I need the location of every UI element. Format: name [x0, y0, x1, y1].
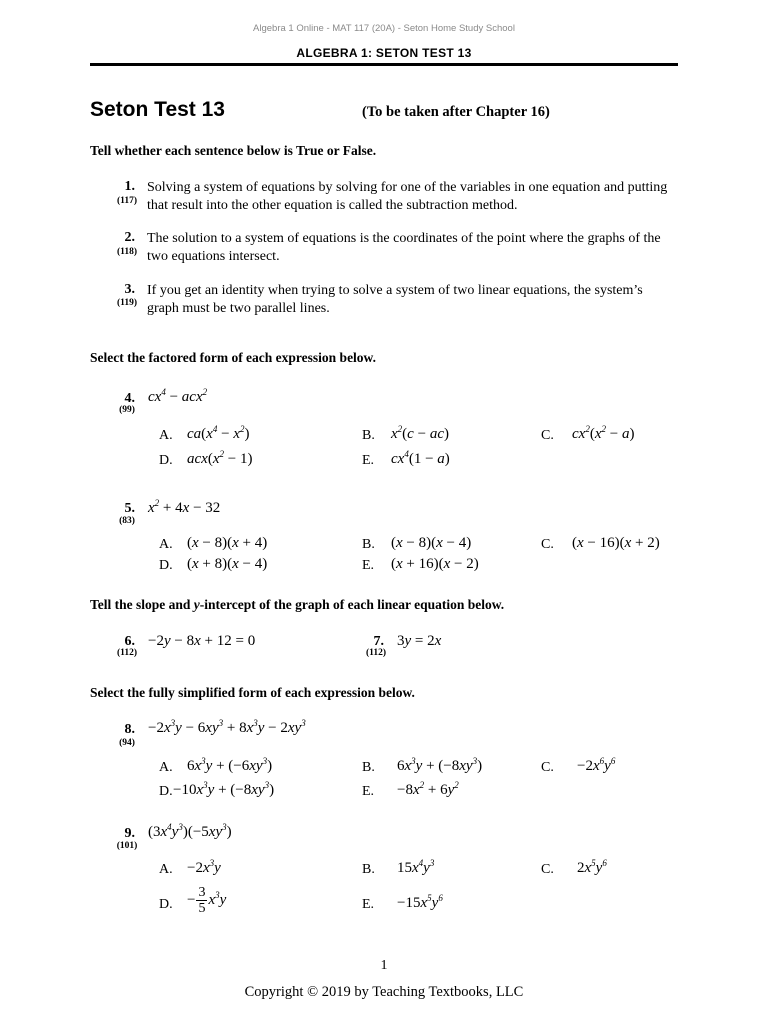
- option-label-5e: E.: [362, 558, 375, 573]
- option-label-5a: A.: [159, 537, 173, 552]
- question-expression-9: $(3x^4y^3)(-5xy^3)$: [148, 822, 232, 840]
- option-label-9c: C.: [541, 862, 554, 877]
- option-9c: $2x^5y^6$: [577, 858, 607, 876]
- option-label-4b: B.: [362, 428, 375, 443]
- option-9a: $-2x^3y$: [187, 858, 221, 876]
- instruction-factored: Select the factored form of each expression below.: [90, 350, 376, 365]
- option-label-9b: B.: [362, 862, 375, 877]
- question-expression-7: 3y = 2x: [397, 633, 442, 649]
- question-expression-8: $-2x^3y - 6xy^3 + 8x^3y - 2xy^3$: [148, 718, 306, 736]
- question-number-6: 6.: [124, 634, 135, 649]
- question-text-3: If you get an identity when trying to solve a system of two linear equations, the system’s graph must be two parallel lines.: [147, 283, 643, 316]
- option-5d: (x + 8)(x − 4): [187, 556, 268, 572]
- instruction-simplified: Select the fully simplified form of each expression below.: [90, 685, 415, 700]
- question-ref-4: (99): [119, 405, 135, 415]
- option-8a: $6x^3y + (-6xy^3)$: [187, 756, 273, 774]
- question-number-1: 1.: [124, 179, 135, 194]
- question-text-2: The solution to a system of equations is the coordinates of the point where the graphs of the two equations intersect.: [147, 231, 661, 264]
- test-title: Seton Test 13: [90, 98, 225, 121]
- option-5b: (x − 8)(x − 4): [391, 535, 472, 551]
- question-ref-2: (118): [116, 247, 138, 257]
- question-ref-7: (112): [365, 648, 387, 658]
- option-4a: $ca(x^4 - x^2)$: [187, 424, 250, 442]
- option-label-8c: C.: [541, 760, 554, 775]
- question-ref-5: (83): [119, 516, 135, 526]
- option-label-9a: A.: [159, 862, 173, 877]
- option-label-5c: C.: [541, 537, 554, 552]
- option-label-4d: D.: [159, 453, 173, 468]
- option-4b: $x^2(c - ac)$: [391, 424, 449, 442]
- option-label-9e: E.: [362, 897, 375, 912]
- option-8b: $6x^3y + (-8xy^3)$: [397, 756, 483, 774]
- option-label-4c: C.: [541, 428, 554, 443]
- option-4d: $acx(x^2 - 1)$: [187, 449, 253, 467]
- option-9b: $15x^4y^3$: [397, 858, 435, 876]
- header-rule: [90, 63, 678, 66]
- option-5c: (x − 16)(x + 2): [572, 535, 660, 551]
- option-label-4a: A.: [159, 428, 173, 443]
- instruction-true-false: Tell whether each sentence below is True or False.: [90, 143, 377, 158]
- page-caption: Algebra 1 Online - MAT 117 (20A) - Seton Home Study School: [253, 23, 515, 34]
- question-expression-4: $cx^4 - acx^2$: [148, 387, 208, 405]
- question-ref-9: (101): [116, 841, 138, 851]
- option-8d: $-10x^3y + (-8xy^3)$: [173, 780, 275, 798]
- question-number-3: 3.: [124, 282, 135, 297]
- option-5a: (x − 8)(x + 4): [187, 535, 268, 551]
- option-8c: $-2x^6y^6$: [577, 756, 616, 774]
- question-expression-5: $x^2 + 4x - 32$: [148, 498, 221, 516]
- option-label-8d: D.: [159, 784, 173, 799]
- copyright-notice: Copyright © 2019 by Teaching Textbooks, LLC: [244, 984, 524, 1000]
- question-expression-6: −2y − 8x + 12 = 0: [148, 633, 256, 649]
- option-label-8b: B.: [362, 760, 375, 775]
- running-header-title: ALGEBRA 1: SETON TEST 13: [296, 46, 472, 60]
- question-number-4: 4.: [124, 391, 135, 406]
- option-label-5d: D.: [159, 558, 173, 573]
- instruction-slope: Tell the slope and y-intercept of the graph of each linear equation below.: [90, 597, 505, 612]
- question-text-1: Solving a system of equations by solving for one of the variables in one equation and putting that result into the other equation is called the subtraction method.: [147, 180, 668, 213]
- option-label-8e: E.: [362, 784, 375, 799]
- option-4e: $cx^4(1 - a)$: [391, 449, 450, 467]
- question-number-8: 8.: [124, 722, 135, 737]
- question-ref-6: (112): [116, 648, 138, 658]
- option-9d: − $\frac{3}{5}$ $x^3y$: [187, 885, 227, 916]
- test-subtitle: (To be taken after Chapter 16): [362, 104, 550, 120]
- option-label-8a: A.: [159, 760, 173, 775]
- option-9e: $-15x^5y^6$: [397, 893, 443, 911]
- question-number-2: 2.: [124, 230, 135, 245]
- question-ref-1: (117): [116, 196, 138, 206]
- page-number: 1: [380, 958, 388, 973]
- option-4c: $cx^2(x^2 - a)$: [572, 424, 635, 442]
- option-label-4e: E.: [362, 453, 375, 468]
- question-number-7: 7.: [373, 634, 384, 649]
- question-number-9: 9.: [124, 826, 135, 841]
- question-ref-3: (119): [116, 298, 138, 308]
- option-label-9d: D.: [159, 897, 173, 912]
- question-number-5: 5.: [124, 501, 135, 516]
- option-label-5b: B.: [362, 537, 375, 552]
- question-ref-8: (94): [119, 738, 135, 748]
- option-8e: $-8x^2 + 6y^2$: [397, 780, 459, 798]
- option-5e: (x + 16)(x − 2): [391, 556, 479, 572]
